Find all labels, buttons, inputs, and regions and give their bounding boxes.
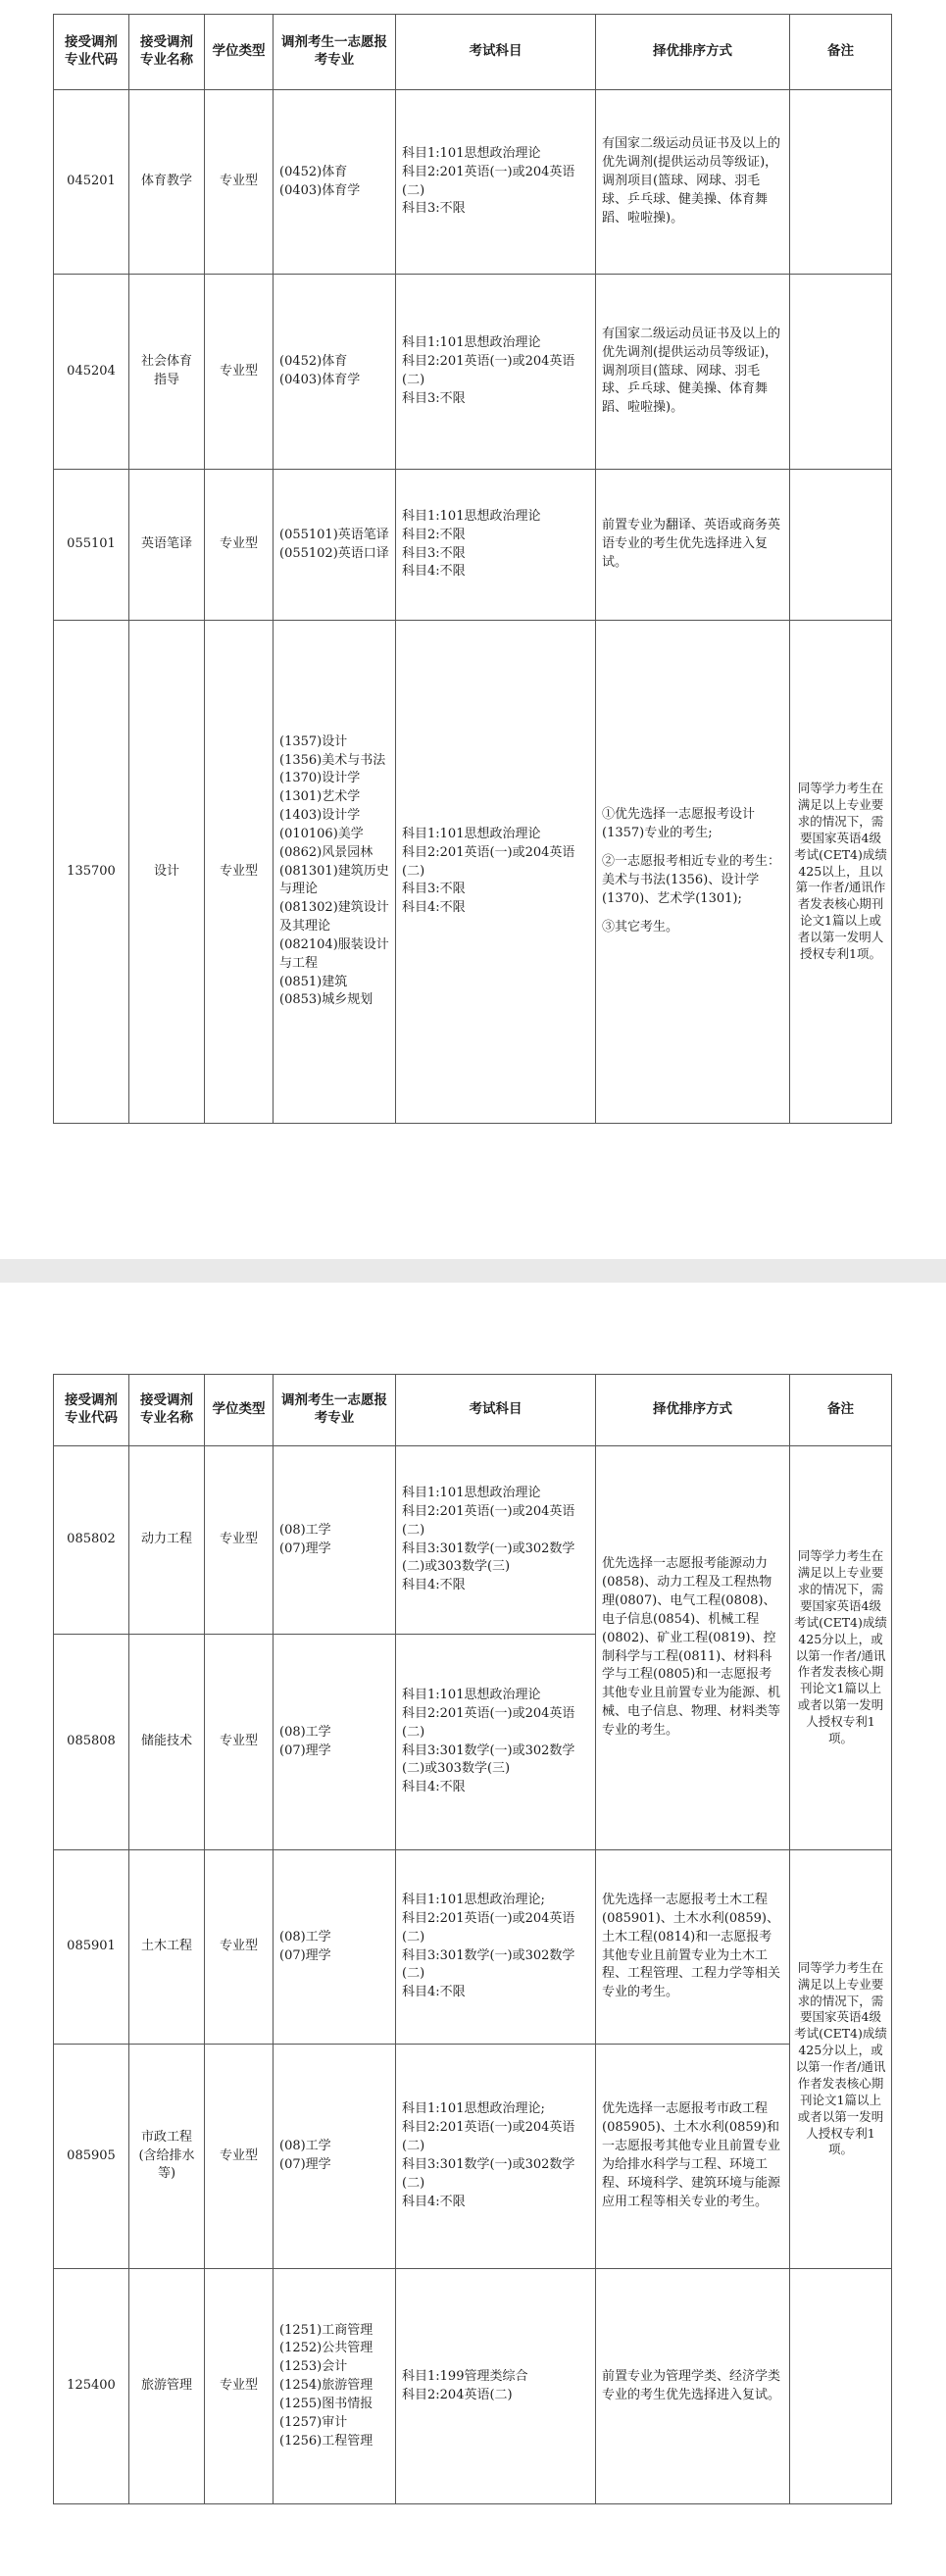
exam-subjects	[396, 470, 596, 621]
first-choice-majors	[274, 1446, 396, 1635]
major-item: (1252)公共管理	[279, 2341, 373, 2356]
header-subjects: 考试科目	[396, 1375, 596, 1446]
degree-type: 专业型	[205, 90, 274, 275]
exam-subjects	[396, 275, 596, 470]
program-code: 125400	[54, 2269, 129, 2504]
adjustment-table-page-2	[53, 1374, 892, 2504]
remarks-cell: 同等学力考生在满足以上专业要求的情况下，需要国家英语4级考试(CET4)成绩425分以上，或以第一作者/通讯作者发表核心期刊论文1篇以上或者以第一发明人授权专利1项。	[790, 1446, 892, 1850]
subject-item: 科目1:101思想政治理论;	[402, 1892, 545, 1907]
table-row	[54, 1446, 892, 1635]
first-choice-majors	[274, 275, 396, 470]
priority-item: ③其它考生。	[602, 919, 679, 934]
priority-method: 优先选择一志愿报考能源动力(0858)、动力工程及工程热物理(0807)、电气工程(0808)、电子信息(0854)、机械工程(0802)、矿业工程(0819)、控制科学与工程(0811)、材料科学与工程(0805)和一志愿报考其他专业且前置专业为能源、机械、电子信息、物理、材料类等专业的考生。	[596, 1446, 790, 1850]
program-name: 土木工程	[129, 1850, 205, 2045]
remarks-cell	[790, 470, 892, 621]
subject-item: 科目2:201英语(一)或204英语(二)	[402, 1503, 575, 1538]
major-item: (0853)城乡规划	[279, 992, 373, 1008]
page-separator	[0, 1259, 946, 1283]
major-item: (0862)风景园林	[279, 844, 373, 860]
table-header-row	[54, 15, 892, 90]
priority-method	[596, 621, 790, 1124]
major-item: (1403)设计学	[279, 808, 361, 824]
program-code: 055101	[54, 470, 129, 621]
priority-method: 前置专业为管理学类、经济学类专业的考生优先选择进入复试。	[596, 2269, 790, 2504]
subject-item: 科目2:204英语(二)	[402, 2387, 513, 2402]
exam-subjects	[396, 90, 596, 275]
header-degree: 学位类型	[205, 15, 274, 90]
major-item: (0452)体育	[279, 164, 348, 179]
major-item: (1370)设计学	[279, 771, 361, 786]
remarks-cell	[790, 2269, 892, 2504]
priority-method: 前置专业为翻译、英语或商务英语专业的考生优先选择进入复试。	[596, 470, 790, 621]
remarks-cell: 同等学力考生在满足以上专业要求的情况下，需要国家英语4级考试(CET4)成绩425分以上，或以第一作者/通讯作者发表核心期刊论文1篇以上或者以第一发明人授权专利1项。	[790, 1850, 892, 2269]
program-code: 085808	[54, 1635, 129, 1850]
subject-item: 科目3:301数学(一)或302数学(二)	[402, 2157, 575, 2191]
program-name: 社会体育指导	[129, 275, 205, 470]
subject-item: 科目4:不限	[402, 1985, 466, 2000]
subject-item: 科目2:201英语(一)或204英语(二)	[402, 1705, 575, 1740]
subject-item: 科目1:101思想政治理论	[402, 145, 541, 161]
degree-type: 专业型	[205, 1446, 274, 1635]
degree-type: 专业型	[205, 1850, 274, 2045]
subject-item: 科目2:201英语(一)或204英语(二)	[402, 164, 575, 198]
major-item: (08)工学	[279, 1522, 331, 1538]
subject-item: 科目3:不限	[402, 882, 466, 897]
subject-item: 科目3:301数学(一)或302数学(二)或303数学(三)	[402, 1743, 575, 1777]
subject-item: 科目3:301数学(一)或302数学(二)或303数学(三)	[402, 1541, 575, 1575]
exam-subjects	[396, 621, 596, 1124]
degree-type: 专业型	[205, 470, 274, 621]
degree-type: 专业型	[205, 2045, 274, 2269]
remarks-cell	[790, 275, 892, 470]
remarks-cell: 同等学力考生在满足以上专业要求的情况下，需要国家英语4级考试(CET4)成绩425以上，且以第一作者/通讯作者发表核心期刊论文1篇以上或者以第一发明人授权专利1项。	[790, 621, 892, 1124]
program-name: 储能技术	[129, 1635, 205, 1850]
first-choice-majors	[274, 2045, 396, 2269]
header-remarks: 备注	[790, 15, 892, 90]
program-name: 英语笔译	[129, 470, 205, 621]
major-item: (0452)体育	[279, 354, 348, 370]
subject-item: 科目1:199管理类综合	[402, 2368, 528, 2384]
program-name: 市政工程(含给排水等)	[129, 2045, 205, 2269]
program-code: 085802	[54, 1446, 129, 1635]
subject-item: 科目3:不限	[402, 545, 466, 561]
priority-method: 优先选择一志愿报考市政工程(085905)、土木水利(0859)和一志愿报考其他专业且前置专业为给排水科学与工程、环境工程、环境科学、建筑环境与能源应用工程等相关专业的考生。	[596, 2045, 790, 2269]
header-first-choice: 调剂考生一志愿报考专业	[274, 15, 396, 90]
first-choice-majors	[274, 1850, 396, 2045]
subject-item: 科目1:101思想政治理论	[402, 335, 541, 351]
degree-type: 专业型	[205, 1635, 274, 1850]
major-item: (081302)建筑设计及其理论	[279, 900, 389, 934]
header-remarks: 备注	[790, 1375, 892, 1446]
degree-type: 专业型	[205, 275, 274, 470]
subject-item: 科目2:201英语(一)或204英语(二)	[402, 354, 575, 387]
exam-subjects	[396, 2269, 596, 2504]
major-item: (07)理学	[279, 1743, 331, 1758]
header-name: 接受调剂专业名称	[129, 15, 205, 90]
first-choice-majors	[274, 90, 396, 275]
document-page-1	[0, 0, 946, 1259]
program-name: 设计	[129, 621, 205, 1124]
major-item: (1251)工商管理	[279, 2322, 373, 2338]
subject-item: 科目4:不限	[402, 1780, 466, 1795]
major-item: (0851)建筑	[279, 974, 348, 989]
program-name: 旅游管理	[129, 2269, 205, 2504]
subject-item: 科目1:101思想政治理论	[402, 826, 541, 841]
major-item: (07)理学	[279, 2157, 331, 2172]
major-item: (08)工学	[279, 2139, 331, 2154]
major-item: (07)理学	[279, 1947, 331, 1963]
table-row	[54, 2045, 892, 2269]
major-item: (055102)英语口译	[279, 545, 389, 561]
table-row	[54, 275, 892, 470]
subject-item: 科目2:201英语(一)或204英语(二)	[402, 844, 575, 879]
subject-item: 科目2:不限	[402, 527, 466, 542]
table-row	[54, 621, 892, 1124]
major-item: (1356)美术与书法	[279, 752, 386, 768]
major-item: (1256)工程管理	[279, 2433, 373, 2449]
subject-item: 科目1:101思想政治理论	[402, 1687, 541, 1702]
program-code: 085901	[54, 1850, 129, 2045]
exam-subjects	[396, 1635, 596, 1850]
major-item: (1254)旅游管理	[279, 2378, 373, 2394]
degree-type: 专业型	[205, 621, 274, 1124]
subject-item: 科目4:不限	[402, 2194, 466, 2209]
subject-item: 科目3:不限	[402, 201, 466, 217]
priority-method: 有国家二级运动员证书及以上的优先调剂(提供运动员等级证)，调剂项目(篮球、网球、羽毛球、乒乓球、健美操、体育舞蹈、啦啦操)。	[596, 275, 790, 470]
header-code: 接受调剂专业代码	[54, 15, 129, 90]
table-row	[54, 1850, 892, 2045]
major-item: (0403)体育学	[279, 373, 361, 387]
subject-item: 科目4:不限	[402, 564, 466, 580]
degree-type: 专业型	[205, 2269, 274, 2504]
priority-item: ②一志愿报考相近专业的考生：美术与书法(1356)、设计学(1370)、艺术学(1301);	[602, 854, 781, 906]
subject-item: 科目3:不限	[402, 390, 466, 406]
header-priority: 择优排序方式	[596, 15, 790, 90]
major-item: (08)工学	[279, 1724, 331, 1740]
subject-item: 科目1:101思想政治理论	[402, 508, 541, 524]
subject-item: 科目2:201英语(一)或204英语(二)	[402, 2120, 575, 2154]
exam-subjects	[396, 1850, 596, 2045]
header-priority: 择优排序方式	[596, 1375, 790, 1446]
subject-item: 科目1:101思想政治理论;	[402, 2101, 545, 2117]
exam-subjects	[396, 1446, 596, 1635]
major-item: (055101)英语笔译	[279, 527, 389, 542]
major-item: (08)工学	[279, 1929, 331, 1945]
program-code: 135700	[54, 621, 129, 1124]
subject-item: 科目4:不限	[402, 1578, 466, 1593]
subject-item: 科目2:201英语(一)或204英语(二)	[402, 1910, 575, 1945]
major-item: (1357)设计	[279, 733, 348, 749]
priority-method: 优先选择一志愿报考土木工程(085901)、土木水利(0859)、土木工程(0814)和一志愿报考其他专业且前置专业为土木工程、工程管理、工程力学等相关专业的考生。	[596, 1850, 790, 2045]
subject-item: 科目4:不限	[402, 900, 466, 916]
major-item: (1253)会计	[279, 2359, 348, 2375]
first-choice-majors	[274, 470, 396, 621]
priority-method: 有国家二级运动员证书及以上的优先调剂(提供运动员等级证)，调剂项目(篮球、网球、羽毛球、乒乓球、健美操、体育舞蹈、啦啦操)。	[596, 90, 790, 275]
adjustment-table-page-1	[53, 14, 892, 1124]
program-code: 085905	[54, 2045, 129, 2269]
major-item: (082104)服装设计与工程	[279, 936, 389, 971]
first-choice-majors	[274, 1635, 396, 1850]
header-degree: 学位类型	[205, 1375, 274, 1446]
table-row	[54, 470, 892, 621]
major-item: (1255)图书情报	[279, 2396, 373, 2411]
major-item: (1301)艺术学	[279, 789, 361, 805]
table-header-row	[54, 1375, 892, 1446]
first-choice-majors	[274, 2269, 396, 2504]
major-item: (081301)建筑历史与理论	[279, 863, 389, 897]
major-item: (1257)审计	[279, 2414, 348, 2430]
priority-item: ①优先选择一志愿报考设计(1357)专业的考生;	[602, 807, 756, 841]
major-item: (0403)体育学	[279, 182, 361, 198]
header-name: 接受调剂专业名称	[129, 1375, 205, 1446]
exam-subjects	[396, 2045, 596, 2269]
program-code: 045201	[54, 90, 129, 275]
table-row	[54, 90, 892, 275]
remarks-cell	[790, 90, 892, 275]
program-name: 动力工程	[129, 1446, 205, 1635]
program-name: 体育教学	[129, 90, 205, 275]
program-code: 045204	[54, 275, 129, 470]
header-subjects: 考试科目	[396, 15, 596, 90]
major-item: (010106)美学	[279, 826, 364, 841]
document-page-2	[0, 1283, 946, 2576]
header-first-choice: 调剂考生一志愿报考专业	[274, 1375, 396, 1446]
first-choice-majors	[274, 621, 396, 1124]
subject-item: 科目3:301数学(一)或302数学(二)	[402, 1947, 575, 1982]
header-code: 接受调剂专业代码	[54, 1375, 129, 1446]
table-row	[54, 2269, 892, 2504]
subject-item: 科目1:101思想政治理论	[402, 1485, 541, 1500]
major-item: (07)理学	[279, 1541, 331, 1556]
